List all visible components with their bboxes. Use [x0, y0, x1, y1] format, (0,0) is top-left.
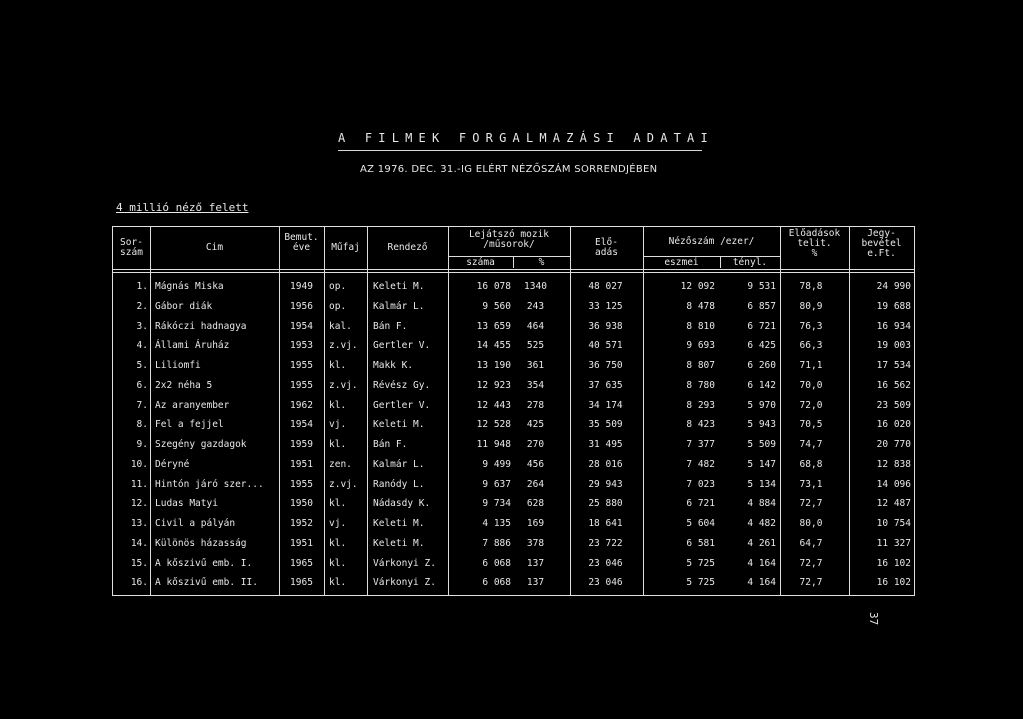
cell-pct: 243: [526, 300, 545, 312]
cell-szama: 9 560: [482, 300, 511, 312]
cell-pct: 137: [526, 557, 545, 569]
cell-rendezo: Kalmár L.: [373, 458, 425, 470]
cell-szama: 9 734: [482, 498, 511, 510]
cell-bevetel: 16 102: [876, 577, 911, 589]
cell-szama: 4 135: [482, 518, 511, 529]
cell-tenyl: 4 261: [747, 537, 776, 549]
cell-ev: 1954: [290, 419, 313, 431]
cell-rendezo: Bán F.: [373, 320, 408, 332]
cell-n: 13.: [130, 518, 148, 529]
header-text: Bemut.: [284, 232, 319, 243]
cell-telit: 80,9: [799, 300, 823, 312]
cell-n: 3.: [136, 320, 148, 332]
cell-cim: A kőszivű emb. II.: [155, 577, 258, 589]
cell-pct: 628: [526, 498, 545, 510]
cell-eszmei: 6 581: [686, 537, 715, 549]
cell-cim: Különös házasság: [155, 537, 247, 549]
cell-ev: 1953: [290, 340, 313, 352]
cell-ev: 1959: [290, 439, 313, 450]
cell-mufaj: kl.: [329, 498, 347, 510]
cell-n: 11.: [130, 478, 148, 490]
cell-pct: 456: [526, 458, 545, 470]
header-eloadasok: [780, 229, 849, 259]
cell-telit: 66,3: [799, 340, 823, 352]
col-divider: [643, 227, 644, 595]
col-divider: [367, 227, 368, 595]
header-text: Lejátszó mozik: [468, 229, 550, 240]
cell-tenyl: 6 721: [747, 320, 776, 332]
cell-rendezo: Gertler V.: [373, 340, 431, 352]
cell-rendezo: Révész Gy.: [373, 379, 431, 391]
cell-bevetel: 11 327: [876, 537, 911, 549]
cell-szama: 13 659: [476, 320, 511, 332]
cell-bevetel: 16 020: [876, 419, 911, 431]
cell-eloadas: 25 880: [588, 498, 623, 510]
cell-ev: 1949: [290, 281, 313, 292]
cell-n: 15.: [130, 557, 148, 569]
cell-cim: Fel a fejjel: [155, 419, 224, 431]
cell-cim: Gábor diák: [155, 300, 213, 312]
cell-mufaj: vj.: [329, 419, 347, 431]
cell-rendezo: Bán F.: [373, 439, 408, 450]
cell-eszmei: 8 293: [686, 399, 715, 411]
cell-eszmei: 8 478: [686, 300, 715, 312]
cell-n: 9.: [136, 439, 148, 450]
header-szazalek: %: [538, 257, 545, 268]
cell-bevetel: 16 934: [876, 320, 911, 332]
cell-telit: 64,7: [799, 537, 823, 549]
cell-eloadas: 36 750: [588, 360, 623, 371]
cell-szama: 6 068: [482, 557, 511, 569]
cell-tenyl: 4 164: [747, 577, 776, 589]
header-mufaj: Műfaj: [331, 242, 360, 253]
cell-pct: 137: [526, 577, 545, 589]
cell-eszmei: 6 721: [686, 498, 715, 510]
header-text: bevétel: [861, 238, 902, 249]
cell-cim: Állami Áruház: [155, 340, 230, 352]
cell-cim: Déryné: [155, 458, 190, 470]
cell-eloadas: 18 641: [588, 518, 623, 529]
cell-rendezo: Keleti M.: [373, 281, 425, 292]
cell-eloadas: 23 046: [588, 557, 623, 569]
cell-eszmei: 7 377: [686, 439, 715, 450]
cell-bevetel: 24 990: [876, 281, 911, 292]
cell-eloadas: 48 027: [588, 281, 623, 292]
cell-rendezo: Keleti M.: [373, 537, 425, 549]
header-text: Sor-: [120, 237, 143, 248]
cell-telit: 74,7: [799, 439, 823, 450]
cell-pct: 169: [526, 518, 545, 529]
cell-mufaj: kl.: [329, 557, 347, 569]
cell-ev: 1962: [290, 399, 313, 411]
cell-tenyl: 4 164: [747, 557, 776, 569]
cell-telit: 70,0: [799, 379, 823, 391]
cell-tenyl: 6 142: [747, 379, 776, 391]
cell-eloadas: 29 943: [588, 478, 623, 490]
cell-ev: 1956: [290, 300, 313, 312]
cell-szama: 16 078: [476, 281, 511, 292]
cell-mufaj: zen.: [329, 458, 352, 470]
cell-bevetel: 14 096: [876, 478, 911, 490]
header-text: Elő-: [595, 237, 618, 248]
cell-rendezo: Makk K.: [373, 360, 414, 371]
header-text: e.Ft.: [867, 248, 896, 259]
cell-szama: 7 886: [482, 537, 511, 549]
cell-bevetel: 16 102: [876, 557, 911, 569]
cell-eszmei: 5 604: [686, 518, 715, 529]
cell-n: 6.: [136, 379, 148, 391]
header-text: %: [811, 248, 818, 259]
col-divider: [279, 227, 280, 595]
cell-rendezo: Keleti M.: [373, 419, 425, 431]
header-text: Előadások: [788, 228, 841, 239]
header-text: Jegy-: [867, 228, 896, 239]
cell-mufaj: op.: [329, 281, 347, 292]
cell-pct: 464: [526, 320, 545, 332]
cell-tenyl: 5 134: [747, 478, 776, 490]
cell-mufaj: z.vj.: [329, 340, 358, 352]
cell-mufaj: kal.: [329, 320, 352, 332]
cell-tenyl: 9 531: [747, 281, 776, 292]
cell-mufaj: kl.: [329, 439, 347, 450]
cell-szama: 6 068: [482, 577, 511, 589]
cell-rendezo: Várkonyi Z.: [373, 557, 436, 569]
cell-mufaj: z.vj.: [329, 478, 358, 490]
section-heading: 4 millió néző felett: [116, 201, 249, 214]
cell-eszmei: 9 693: [686, 340, 715, 352]
cell-ev: 1954: [290, 320, 313, 332]
header-text: szám: [120, 247, 143, 258]
cell-pct: 425: [526, 419, 545, 431]
cell-telit: 72,7: [799, 577, 823, 589]
cell-eloadas: 28 016: [588, 458, 623, 470]
cell-tenyl: 6 425: [747, 340, 776, 352]
header-eszmei: eszmei: [664, 257, 699, 268]
cell-bevetel: 19 688: [876, 300, 911, 312]
cell-eloadas: 34 174: [588, 399, 623, 411]
cell-eszmei: 5 725: [686, 577, 715, 589]
cell-tenyl: 5 943: [747, 419, 776, 431]
cell-rendezo: Keleti M.: [373, 518, 425, 529]
cell-szama: 13 190: [476, 360, 511, 371]
cell-mufaj: kl.: [329, 537, 347, 549]
header-text: /műsorok/: [483, 239, 535, 250]
cell-bevetel: 16 562: [876, 379, 911, 391]
cell-cim: Mágnás Miska: [155, 281, 224, 292]
cell-ev: 1965: [290, 577, 313, 589]
cell-bevetel: 19 003: [876, 340, 911, 352]
cell-eszmei: 7 023: [686, 478, 715, 490]
cell-mufaj: vj.: [329, 518, 347, 529]
cell-tenyl: 4 884: [747, 498, 776, 510]
cell-n: 14.: [130, 537, 148, 549]
cell-n: 16.: [130, 577, 148, 589]
header-jegybevetel: [849, 229, 914, 259]
cell-mufaj: kl.: [329, 577, 347, 589]
cell-ev: 1965: [290, 557, 313, 569]
cell-ev: 1955: [290, 360, 313, 371]
cell-pct: 278: [526, 399, 545, 411]
cell-pct: 264: [526, 478, 545, 490]
cell-tenyl: 5 509: [747, 439, 776, 450]
header-nezoszam: Nézőszám /ezer/: [668, 236, 755, 247]
header-szama: száma: [466, 257, 495, 268]
cell-ev: 1951: [290, 537, 313, 549]
cell-telit: 76,3: [799, 320, 823, 332]
cell-cim: Rákóczi hadnagya: [155, 320, 247, 332]
cell-telit: 71,1: [799, 360, 823, 371]
cell-eloadas: 33 125: [588, 300, 623, 312]
cell-ev: 1951: [290, 458, 313, 470]
cell-szama: 12 528: [476, 419, 511, 431]
cell-szama: 14 455: [476, 340, 511, 352]
cell-telit: 70,5: [799, 419, 823, 431]
header-tenyl: tényl.: [732, 257, 768, 268]
cell-eloadas: 40 571: [588, 340, 623, 352]
cell-eloadas: 23 722: [588, 537, 623, 549]
cell-tenyl: 5 147: [747, 458, 776, 470]
cell-pct: 1340: [524, 281, 547, 292]
cell-eloadas: 36 938: [588, 320, 623, 332]
cell-cim: Civil a pályán: [155, 518, 236, 529]
cell-mufaj: z.vj.: [329, 379, 358, 391]
cell-telit: 80,0: [799, 518, 823, 529]
cell-szama: 12 443: [476, 399, 511, 411]
cell-bevetel: 17 534: [876, 360, 911, 371]
cell-n: 7.: [136, 399, 148, 411]
cell-n: 2.: [136, 300, 148, 312]
document-subtitle: AZ 1976. DEC. 31.-IG ELÉRT NÉZŐSZÁM SORRENDJÉBEN: [360, 164, 658, 175]
film-data-table: [112, 226, 915, 596]
cell-mufaj: kl.: [329, 360, 347, 371]
cell-szama: 9 637: [482, 478, 511, 490]
col-divider: [150, 227, 151, 595]
cell-bevetel: 20 770: [876, 439, 911, 450]
cell-mufaj: op.: [329, 300, 347, 312]
document-title: A FILMEK FORGALMAZÁSI ADATAI: [338, 131, 714, 145]
cell-pct: 270: [526, 439, 545, 450]
cell-rendezo: Ranódy L.: [373, 478, 425, 490]
cell-eszmei: 12 092: [680, 281, 715, 292]
cell-eszmei: 8 423: [686, 419, 715, 431]
cell-tenyl: 6 857: [747, 300, 776, 312]
header-text: éve: [292, 242, 311, 253]
header-lejatszo: [448, 230, 570, 250]
header-rendezo: Rendező: [387, 242, 428, 253]
cell-eszmei: 7 482: [686, 458, 715, 470]
cell-n: 12.: [130, 498, 148, 510]
cell-ev: 1952: [290, 518, 313, 529]
header-bemut: [279, 233, 324, 253]
cell-bevetel: 10 754: [876, 518, 911, 529]
cell-cim: Az aranyember: [155, 399, 230, 411]
cell-eszmei: 8 807: [686, 360, 715, 371]
cell-eloadas: 23 046: [588, 577, 623, 589]
cell-eloadas: 37 635: [588, 379, 623, 391]
cell-pct: 378: [526, 537, 545, 549]
cell-eloadas: 35 509: [588, 419, 623, 431]
col-divider: [324, 227, 325, 595]
cell-rendezo: Várkonyi Z.: [373, 577, 436, 589]
header-bottom-rule: [113, 272, 914, 273]
header-cim: Cim: [205, 242, 224, 253]
cell-ev: 1955: [290, 379, 313, 391]
header-bottom-rule: [113, 269, 914, 270]
cell-mufaj: kl.: [329, 399, 347, 411]
cell-cim: Szegény gazdagok: [155, 439, 247, 450]
header-eloadas: [570, 238, 643, 258]
cell-cim: Ludas Matyi: [155, 498, 218, 510]
header-text: adás: [595, 247, 618, 258]
cell-n: 8.: [136, 419, 148, 431]
cell-szama: 12 923: [476, 379, 511, 391]
cell-telit: 68,8: [799, 458, 823, 470]
cell-telit: 73,1: [799, 478, 823, 490]
cell-telit: 72,0: [799, 399, 823, 411]
cell-szama: 11 948: [476, 439, 511, 450]
cell-eszmei: 8 780: [686, 379, 715, 391]
cell-cim: Hintón járó szer...: [155, 478, 264, 490]
cell-pct: 354: [526, 379, 545, 391]
cell-ev: 1950: [290, 498, 313, 510]
cell-eszmei: 5 725: [686, 557, 715, 569]
col-divider: [570, 227, 571, 595]
cell-n: 1.: [136, 281, 148, 292]
cell-ev: 1955: [290, 478, 313, 490]
cell-eloadas: 31 495: [588, 439, 623, 450]
cell-bevetel: 23 509: [876, 399, 911, 411]
cell-pct: 361: [526, 360, 545, 371]
page-number: 37: [867, 612, 880, 626]
title-underline: [338, 150, 702, 151]
cell-cim: Liliomfi: [155, 360, 201, 371]
cell-cim: A kőszivű emb. I.: [155, 557, 253, 569]
cell-rendezo: Nádasdy K.: [373, 498, 431, 510]
cell-tenyl: 5 970: [747, 399, 776, 411]
cell-telit: 72,7: [799, 498, 823, 510]
cell-telit: 78,8: [799, 281, 823, 292]
cell-tenyl: 6 260: [747, 360, 776, 371]
cell-pct: 525: [526, 340, 545, 352]
cell-bevetel: 12 487: [876, 498, 911, 510]
header-text: telit.: [797, 238, 832, 249]
header-sorszam: [113, 238, 150, 258]
cell-rendezo: Kalmár L.: [373, 300, 425, 312]
cell-n: 10.: [130, 458, 148, 470]
cell-cim: 2x2 néha 5: [155, 379, 213, 391]
cell-szama: 9 499: [482, 458, 511, 470]
cell-bevetel: 12 838: [876, 458, 911, 470]
cell-telit: 72,7: [799, 557, 823, 569]
cell-eszmei: 8 810: [686, 320, 715, 332]
cell-n: 5.: [136, 360, 148, 371]
cell-tenyl: 4 482: [747, 518, 776, 529]
cell-n: 4.: [136, 340, 148, 352]
cell-rendezo: Gertler V.: [373, 399, 431, 411]
